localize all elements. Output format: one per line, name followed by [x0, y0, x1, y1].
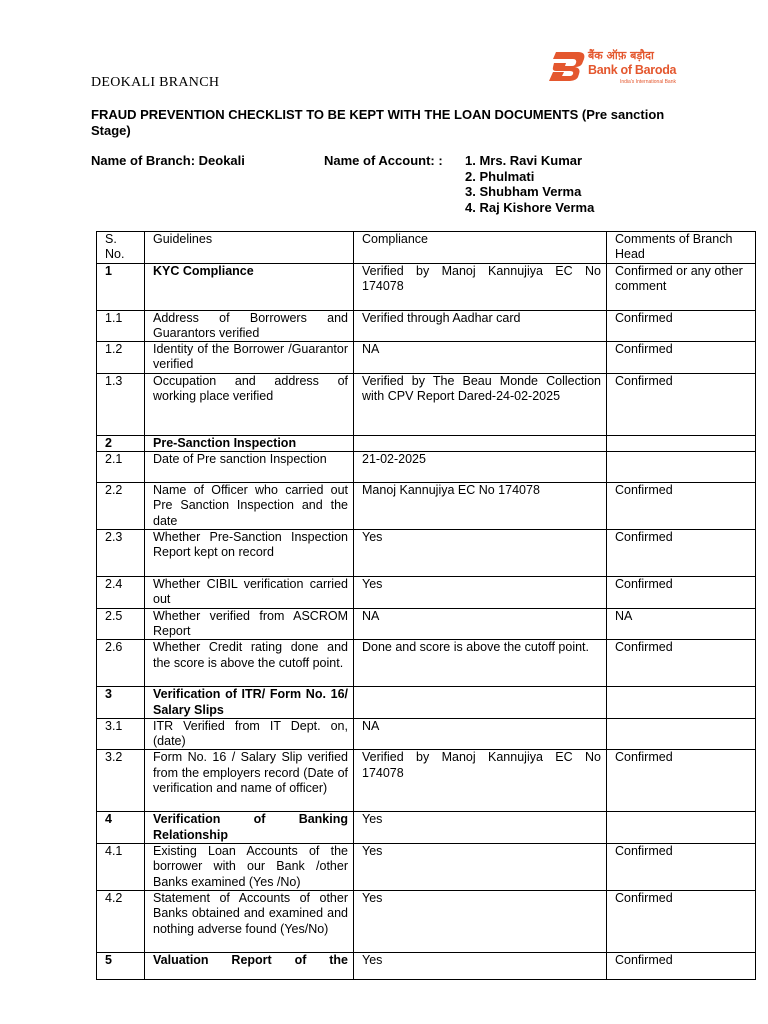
- row-comment: Confirmed: [607, 342, 756, 374]
- row-guideline: Form No. 16 / Salary Slip verified from the employers record (Date of verification and name of officer): [145, 750, 354, 812]
- row-compliance: 21-02-2025: [354, 452, 607, 483]
- account-name-1: 1. Mrs. Ravi Kumar: [465, 153, 583, 168]
- row-comment: NA: [607, 608, 756, 640]
- row-sno: 3.2: [97, 750, 145, 812]
- account-name-3: 3. Shubham Verma: [465, 184, 582, 199]
- bank-of-baroda-emblem-icon: [548, 50, 586, 82]
- row-sno: 3: [97, 687, 145, 719]
- table-row: [97, 435, 756, 451]
- row-sno: 3.1: [97, 718, 145, 750]
- row-guideline: Date of Pre sanction Inspection: [145, 452, 354, 483]
- row-guideline: Whether Credit rating done and the score is above the cutoff point.: [145, 640, 354, 687]
- row-compliance: Yes: [354, 953, 607, 980]
- row-compliance: Yes: [354, 891, 607, 953]
- account-name-2: 2. Phulmati: [465, 168, 535, 184]
- row-compliance: Verified by Manoj Kannujiya EC No 174078: [354, 750, 607, 812]
- row-sno: 2.5: [97, 608, 145, 640]
- row-sno: 1.2: [97, 342, 145, 374]
- row-guideline: Name of Officer who carried out Pre Sanction Inspection and the date: [145, 483, 354, 530]
- header-compliance: Compliance: [354, 232, 607, 264]
- row-sno: 4.2: [97, 891, 145, 953]
- row-compliance: Verified by The Beau Monde Collection with CPV Report Dared-24-02-2025: [354, 373, 607, 435]
- table-row: [97, 577, 756, 609]
- table-header-row: [97, 232, 756, 264]
- row-guideline: Address of Borrowers and Guarantors verified: [145, 310, 354, 342]
- row-guideline: Whether Pre-Sanction Inspection Report kept on record: [145, 530, 354, 577]
- row-comment: Confirmed: [607, 530, 756, 577]
- row-comment: Confirmed: [607, 373, 756, 435]
- logo-hindi-text: बैंक ऑफ़ बड़ौदा: [588, 49, 654, 62]
- row-guideline: Pre-Sanction Inspection: [145, 435, 354, 451]
- branch-heading: DEOKALI BRANCH: [91, 75, 220, 90]
- row-sno: 1: [97, 263, 145, 310]
- row-compliance: [354, 687, 607, 719]
- table-row: [97, 718, 756, 750]
- checklist-table: [96, 231, 756, 980]
- table-row: [97, 812, 756, 844]
- row-sno: 2.1: [97, 452, 145, 483]
- header-comments: Comments of Branch Head: [607, 232, 756, 264]
- account-names-list: [465, 153, 594, 215]
- branch-name: Name of Branch: Deokali: [91, 153, 245, 168]
- bank-logo: [548, 46, 683, 90]
- row-compliance: Yes: [354, 844, 607, 891]
- row-comment: [607, 812, 756, 844]
- table-row: [97, 310, 756, 342]
- table-row: [97, 750, 756, 812]
- table-row: [97, 608, 756, 640]
- row-comment: Confirmed: [607, 891, 756, 953]
- row-guideline: KYC Compliance: [145, 263, 354, 310]
- row-compliance: Yes: [354, 530, 607, 577]
- row-guideline: Verification of ITR/ Form No. 16/ Salary Slips: [145, 687, 354, 719]
- row-compliance: Yes: [354, 812, 607, 844]
- row-comment: [607, 687, 756, 719]
- row-guideline: Whether CIBIL verification carried out: [145, 577, 354, 609]
- row-comment: Confirmed: [607, 953, 756, 980]
- row-guideline: Occupation and address of working place verified: [145, 373, 354, 435]
- row-sno: 2.3: [97, 530, 145, 577]
- row-sno: 4.1: [97, 844, 145, 891]
- table-row: [97, 953, 756, 980]
- account-name-4: 4. Raj Kishore Verma: [465, 199, 595, 215]
- row-sno: 2: [97, 435, 145, 451]
- row-comment: Confirmed or any other comment: [607, 263, 756, 310]
- row-comment: Confirmed: [607, 483, 756, 530]
- row-compliance: Done and score is above the cutoff point.: [354, 640, 607, 687]
- row-compliance: [354, 435, 607, 451]
- table-row: [97, 483, 756, 530]
- logo-tagline: India's International Bank: [620, 79, 676, 85]
- row-sno: 4: [97, 812, 145, 844]
- row-sno: 1.3: [97, 373, 145, 435]
- logo-english-text: Bank of Baroda: [588, 63, 677, 77]
- row-sno: 2.2: [97, 483, 145, 530]
- row-compliance: Verified by Manoj Kannujiya EC No 174078: [354, 263, 607, 310]
- row-guideline: Statement of Accounts of other Banks obtained and examined and nothing adverse found (Yes/No): [145, 891, 354, 953]
- row-sno: 1.1: [97, 310, 145, 342]
- row-sno: 2.4: [97, 577, 145, 609]
- row-compliance: NA: [354, 718, 607, 750]
- table-row: [97, 844, 756, 891]
- table-row: [97, 342, 756, 374]
- table-row: [97, 891, 756, 953]
- row-guideline: Identity of the Borrower /Guarantor verified: [145, 342, 354, 374]
- document-title: FRAUD PREVENTION CHECKLIST TO BE KEPT WITH THE LOAN DOCUMENTS (Pre sanction Stage): [91, 107, 665, 138]
- row-comment: [607, 435, 756, 451]
- table-row: [97, 530, 756, 577]
- row-comment: [607, 718, 756, 750]
- row-guideline: Existing Loan Accounts of the borrower with our Bank /other Banks examined (Yes /No): [145, 844, 354, 891]
- account-label: Name of Account: :: [324, 153, 443, 168]
- row-comment: Confirmed: [607, 640, 756, 687]
- table-row: [97, 373, 756, 435]
- header-guidelines: Guidelines: [145, 232, 354, 264]
- row-guideline: ITR Verified from IT Dept. on, (date): [145, 718, 354, 750]
- table-row: [97, 452, 756, 483]
- row-compliance: Manoj Kannujiya EC No 174078: [354, 483, 607, 530]
- row-compliance: Verified through Aadhar card: [354, 310, 607, 342]
- row-sno: 5: [97, 953, 145, 980]
- row-sno: 2.6: [97, 640, 145, 687]
- row-guideline: Valuation Report of the: [145, 953, 354, 980]
- row-compliance: NA: [354, 608, 607, 640]
- row-comment: Confirmed: [607, 750, 756, 812]
- row-comment: Confirmed: [607, 577, 756, 609]
- table-row: [97, 640, 756, 687]
- row-compliance: NA: [354, 342, 607, 374]
- table-row: [97, 687, 756, 719]
- row-comment: [607, 452, 756, 483]
- table-row: [97, 263, 756, 310]
- row-guideline: Verification of Banking Relationship: [145, 812, 354, 844]
- row-comment: Confirmed: [607, 844, 756, 891]
- row-compliance: Yes: [354, 577, 607, 609]
- header-sno: S. No.: [97, 232, 145, 264]
- row-comment: Confirmed: [607, 310, 756, 342]
- row-guideline: Whether verified from ASCROM Report: [145, 608, 354, 640]
